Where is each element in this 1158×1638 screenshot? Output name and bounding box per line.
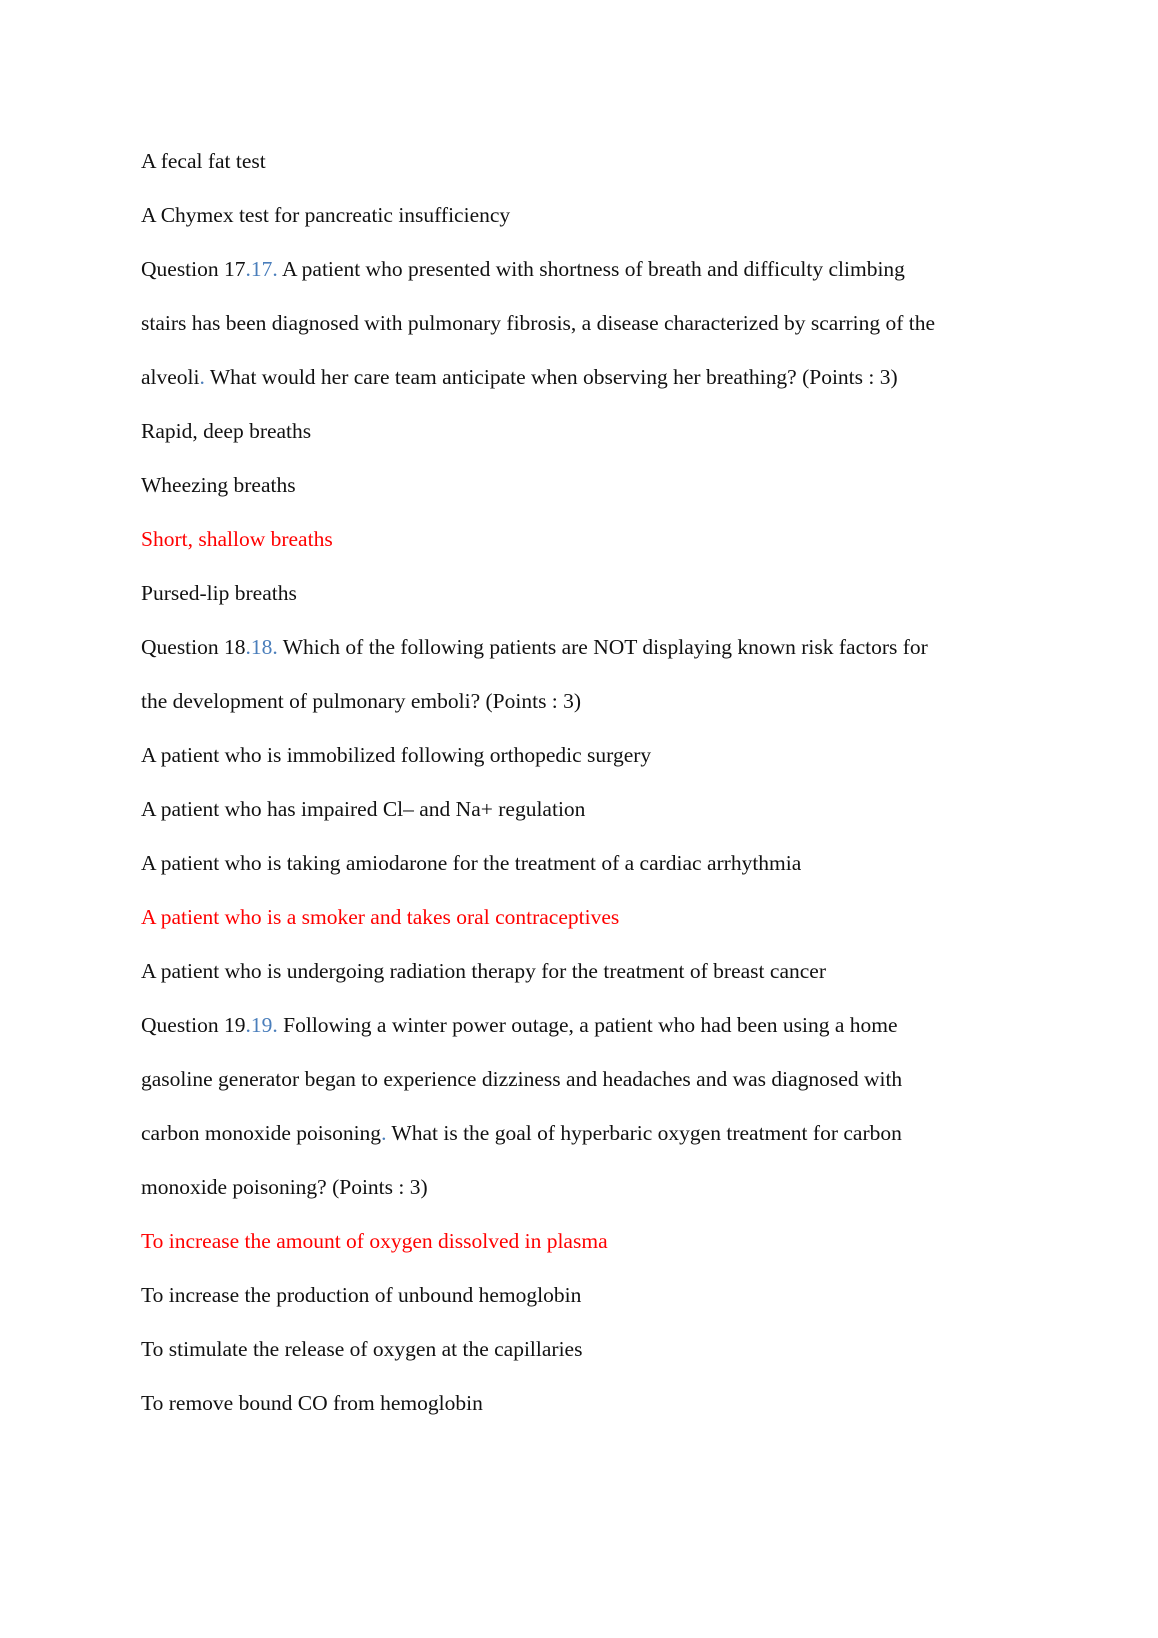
question-19-option-b: To increase the production of unbound hemoglobin [141, 1283, 582, 1307]
question-18-option-a: A patient who is immobilized following orthopedic surgery [141, 743, 652, 767]
question-19-line-3: carbon monoxide poisoning. What is the goal of hyperbaric oxygen treatment for carbon [141, 1121, 902, 1145]
question-17-option-d: Pursed-lip breaths [141, 581, 297, 605]
question-19-line-1: Question 19.19. Following a winter power outage, a patient who had been using a home [141, 1013, 898, 1037]
question-17-label: Question 17 [141, 257, 246, 281]
question-19-line-4: monoxide poisoning? (Points : 3) [141, 1175, 428, 1199]
option-fecal-fat-test: A fecal fat test [141, 149, 266, 173]
question-19-option-c: To stimulate the release of oxygen at the capillaries [141, 1337, 583, 1361]
question-19-option-d: To remove bound CO from hemoglobin [141, 1391, 483, 1415]
option-chymex-test: A Chymex test for pancreatic insufficiency [141, 203, 511, 227]
question-19-option-a-correct: To increase the amount of oxygen dissolved in plasma [141, 1229, 608, 1253]
question-18-option-d-correct: A patient who is a smoker and takes oral contraceptives [141, 905, 620, 929]
document-page [141, 134, 1041, 1430]
question-18-line-1: Question 18.18. Which of the following patients are NOT displaying known risk factors for [141, 635, 928, 659]
question-17-option-a: Rapid, deep breaths [141, 419, 312, 443]
question-18-option-b: A patient who has impaired Cl– and Na+ regulation [141, 797, 586, 821]
question-19-label: Question 19 [141, 1013, 246, 1037]
question-17-option-b: Wheezing breaths [141, 473, 296, 497]
question-18-option-e: A patient who is undergoing radiation therapy for the treatment of breast cancer [141, 959, 826, 983]
question-17-option-c-correct: Short, shallow breaths [141, 527, 333, 551]
question-17-line-3: alveoli. What would her care team anticipate when observing her breathing? (Points : 3) [141, 365, 898, 389]
question-17-line-2: stairs has been diagnosed with pulmonary fibrosis, a disease characterized by scarring of the [141, 311, 936, 335]
question-18-label: Question 18 [141, 635, 246, 659]
question-18-line-2: the development of pulmonary emboli? (Points : 3) [141, 689, 582, 713]
question-17-line-1: Question 17.17. A patient who presented with shortness of breath and difficulty climbing [141, 257, 905, 281]
question-19-line-2: gasoline generator began to experience dizziness and headaches and was diagnosed with [141, 1067, 903, 1091]
question-18-option-c: A patient who is taking amiodarone for the treatment of a cardiac arrhythmia [141, 851, 802, 875]
